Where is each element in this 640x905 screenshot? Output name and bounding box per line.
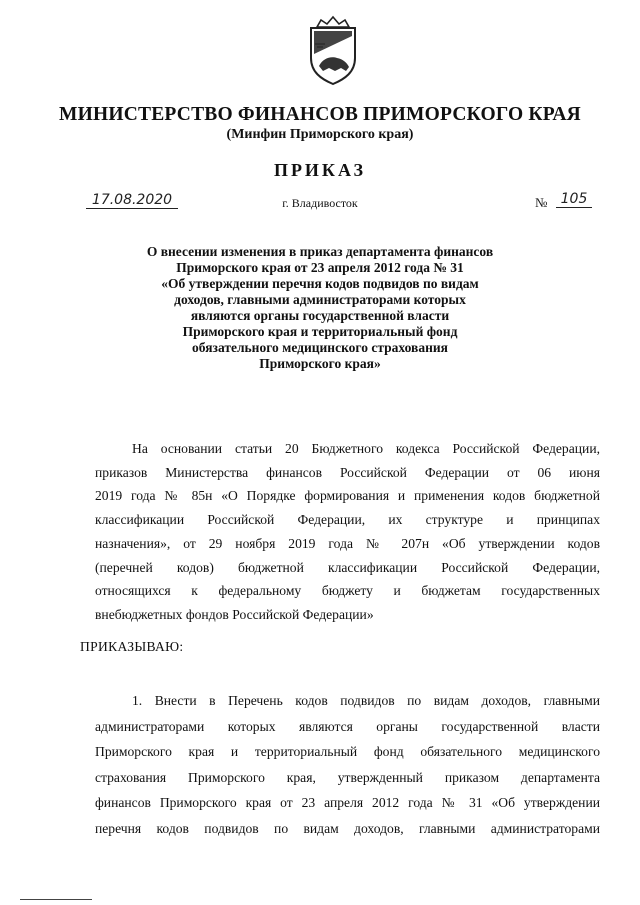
item-line: перечня кодов подвидов по видам доходов, главными администраторами xyxy=(95,820,600,836)
preamble-line: внебюджетных фондов Российской Федерации» xyxy=(95,606,374,622)
preamble-line: (перечней кодов) бюджетной классификации Российской Федерации, xyxy=(95,559,600,575)
ministry-title: МИНИСТЕРСТВО ФИНАНСОВ ПРИМОРСКОГО КРАЯ xyxy=(59,104,581,125)
subject-line: Приморского края от 23 апреля 2012 года № 31 xyxy=(176,260,464,275)
order-item-1 xyxy=(0,688,600,841)
item-line: финансов Приморского края от 23 апреля 2012 года № 31 «Об утверждении xyxy=(95,795,600,810)
orders-heading: ПРИКАЗЫВАЮ: xyxy=(80,639,184,654)
subject-line: обязательного медицинского страхования xyxy=(192,340,448,355)
subject-line: Приморского края» xyxy=(259,356,381,371)
subject-line: О внесении изменения в приказ департамента финансов xyxy=(146,244,494,259)
order-date: 17.08.2020 xyxy=(86,193,178,209)
order-number: 105 xyxy=(556,192,592,208)
subject-line: «Об утверждении перечня кодов подвидов по видам xyxy=(161,276,479,291)
coat-of-arms-emblem xyxy=(301,14,365,86)
item-line: 1. Внести в Перечень кодов подвидов по видам доходов, главными xyxy=(132,693,600,708)
subject-line: Приморского края и территориальный фонд xyxy=(182,324,458,339)
city-label: г. Владивосток xyxy=(282,196,358,210)
subject-line: доходов, главными администраторами которых xyxy=(174,292,466,307)
ministry-short-name: (Минфин Приморского края) xyxy=(226,127,414,142)
preamble-paragraph xyxy=(0,437,600,627)
preamble-line: назначения», от 29 ноября 2019 года № 207н «Об утверждении кодов xyxy=(95,535,600,551)
document-type: ПРИКАЗ xyxy=(273,160,367,180)
subject-line: являются органы государственной власти xyxy=(190,308,450,323)
item-line: страхования Приморского края, утвержденный приказом департамента xyxy=(95,769,600,785)
preamble-line: относящихся к федеральному бюджету и бюджетам государственных xyxy=(95,583,600,599)
item-line: администраторами которых являются органы государственной власти xyxy=(95,718,600,734)
order-subject xyxy=(0,244,640,372)
preamble-line: На основании статьи 20 Бюджетного кодекса Российской Федерации, xyxy=(132,441,600,456)
item-line: Приморского края и территориальный фонд обязательного медицинского xyxy=(95,744,600,759)
preamble-line: приказов Министерства финансов Российской Федерации от 06 июня xyxy=(95,464,600,480)
preamble-line: классификации Российской Федерации, их структуре и принципах xyxy=(95,512,600,528)
footnote-divider xyxy=(20,899,92,900)
preamble-line: 2019 года № 85н «О Порядке формирования и применения кодов бюджетной xyxy=(95,488,600,504)
number-label: № xyxy=(535,195,548,210)
